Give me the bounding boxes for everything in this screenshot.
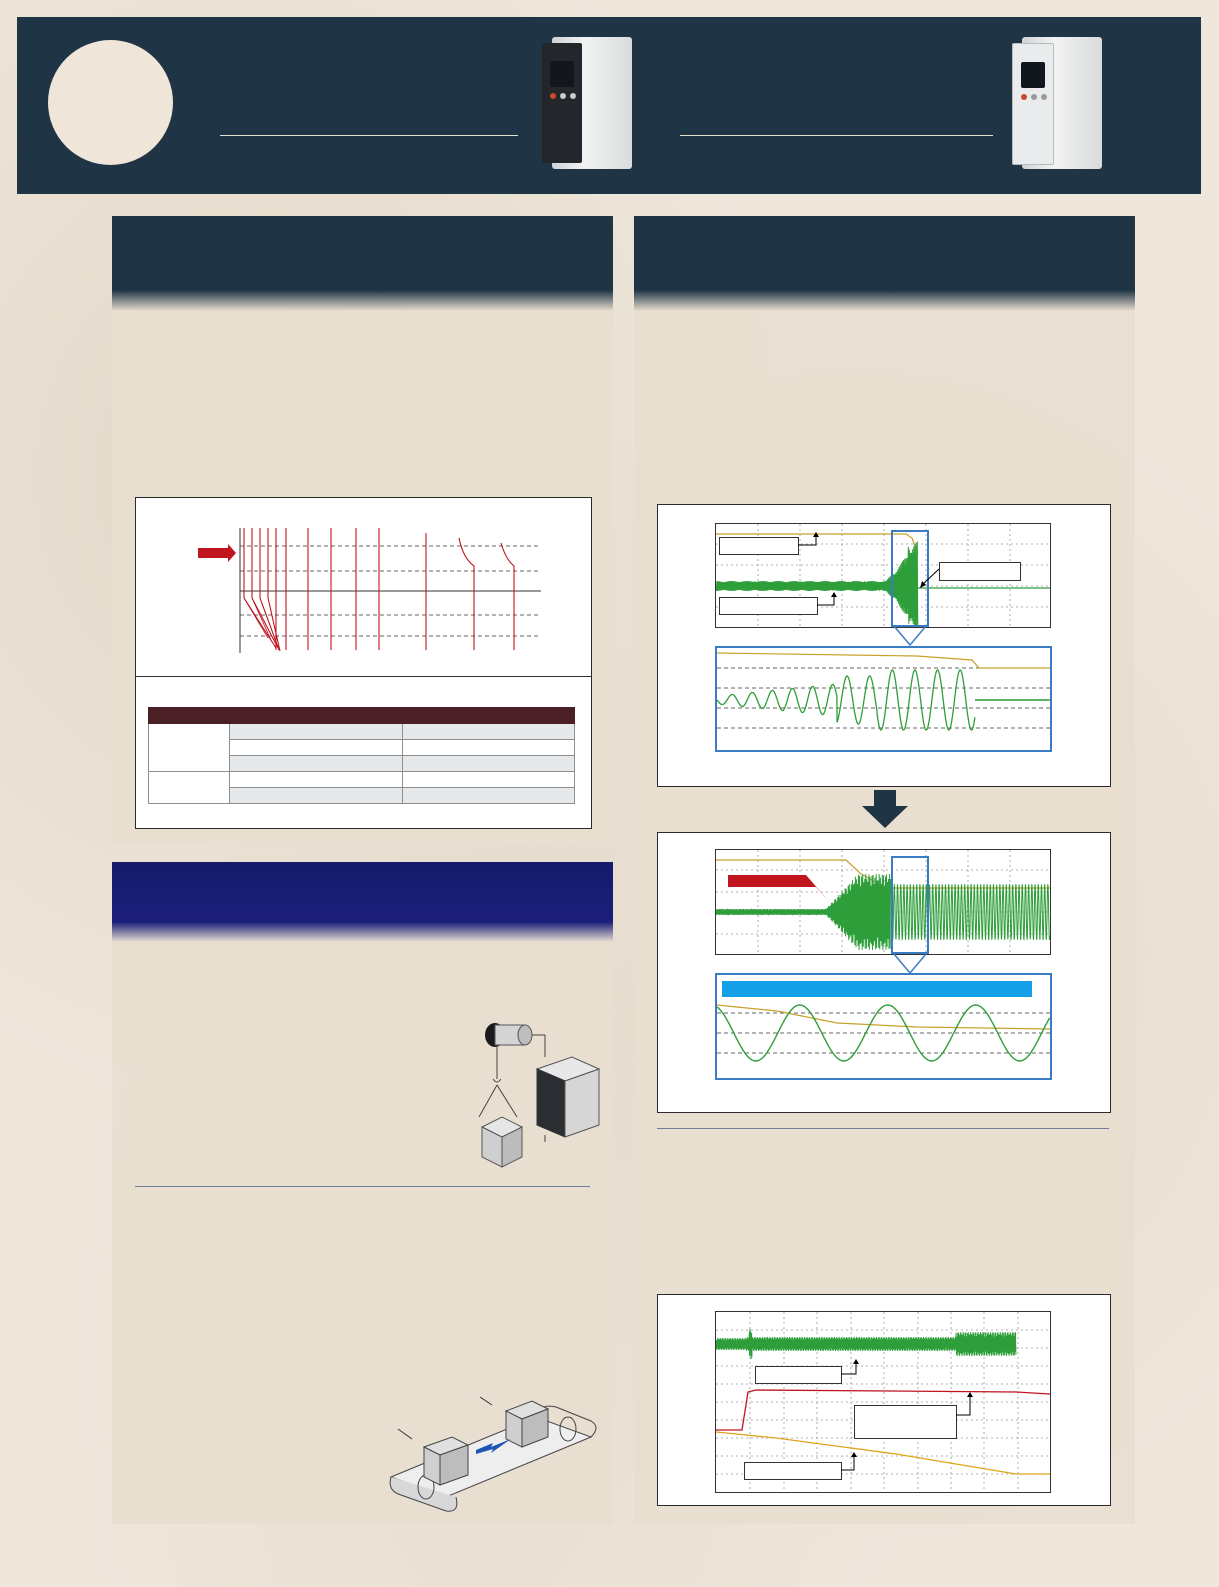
product-image-white (1012, 33, 1110, 173)
section-rule-right (657, 1128, 1109, 1129)
header-banner (17, 17, 1201, 194)
panel-right (634, 216, 1135, 1524)
zoomed-waveform-before (715, 646, 1052, 752)
torque-curve-chart (136, 498, 591, 678)
header-divider-right (680, 135, 993, 136)
conveyor-belt-illustration (386, 1387, 601, 1512)
hoist-crane-illustration (477, 1017, 612, 1177)
torque-chart-box (135, 497, 592, 829)
red-arrow-marker-icon (198, 544, 236, 562)
product-image-black (542, 33, 640, 173)
waveform-box-after (657, 832, 1111, 1113)
section-rule-left (135, 1186, 590, 1187)
down-arrow-icon (862, 790, 908, 828)
table-group-2 (149, 772, 230, 804)
header-badge (48, 40, 173, 165)
panel-bottom-left (112, 862, 613, 1524)
panel-bottom-left-header (112, 862, 613, 942)
waveform-box-load (657, 1294, 1111, 1506)
spec-table (148, 707, 575, 804)
header-divider-left (220, 135, 518, 136)
table-group-1 (149, 724, 230, 772)
zoomed-waveform-after (715, 973, 1052, 1080)
panel-top-left-header (112, 216, 613, 311)
panel-right-header (634, 216, 1135, 311)
panel-top-left (112, 216, 613, 844)
waveform-box-before (657, 504, 1111, 787)
